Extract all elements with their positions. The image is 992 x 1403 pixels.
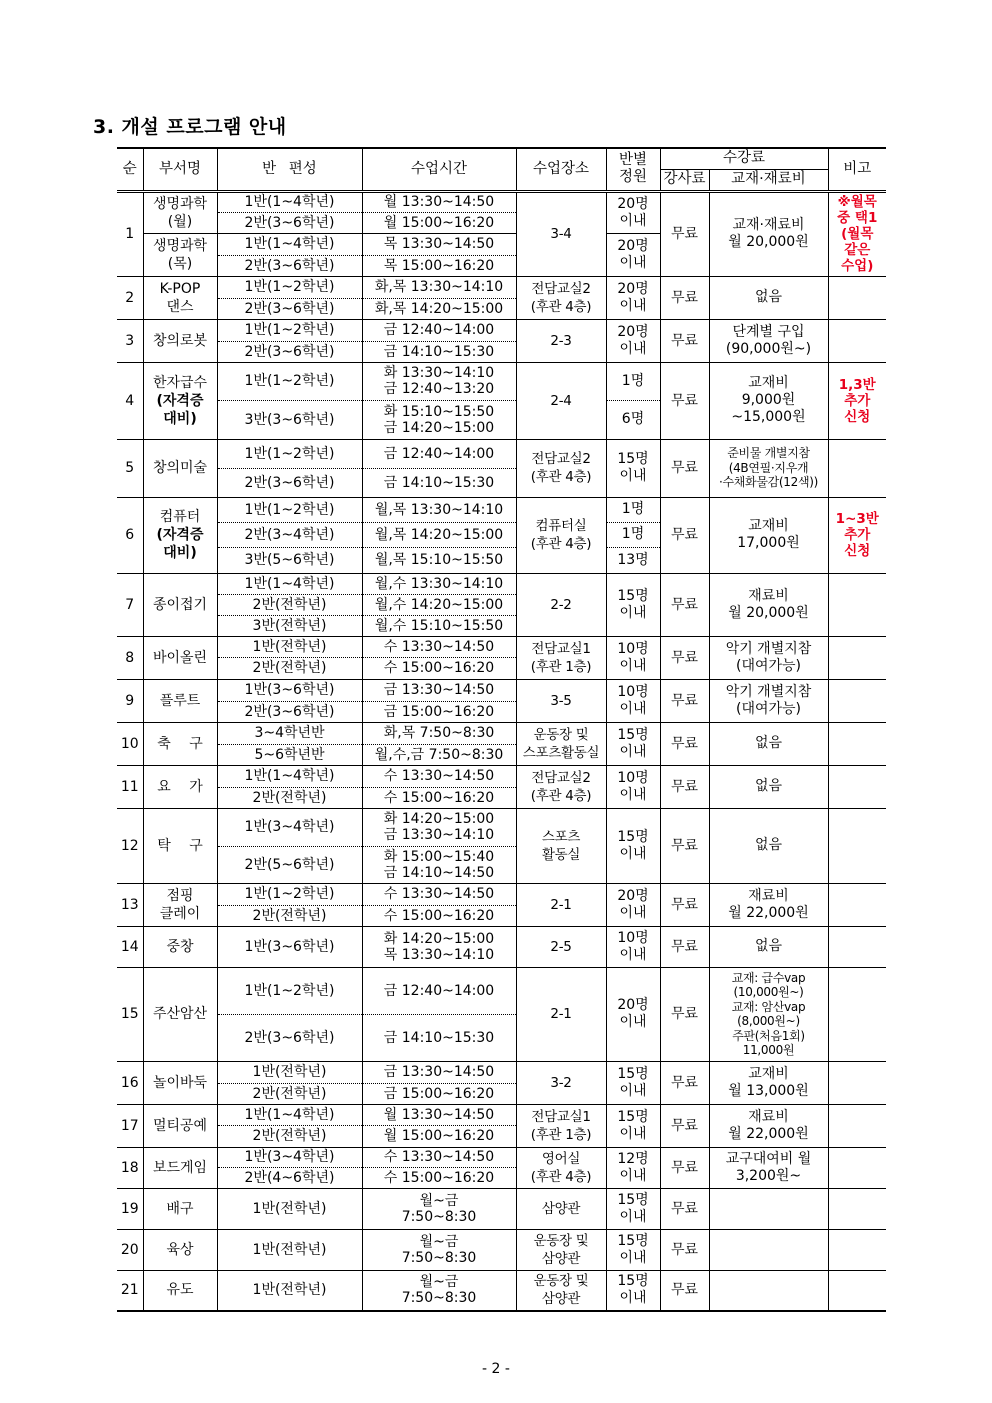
- program-dept: [143, 191, 217, 233]
- class-time: 금 14:10~15:30: [362, 468, 516, 497]
- class-label: 2반(전학년): [217, 1125, 362, 1147]
- program-place: 3-2: [516, 1061, 606, 1104]
- class-label: 2반(전학년): [217, 905, 362, 926]
- program-row: [117, 1061, 886, 1083]
- program-note: [828, 883, 886, 926]
- program-place: 영어실 (후관 4층): [516, 1147, 606, 1188]
- program-materials: 교재비 월 13,000원: [709, 1061, 828, 1104]
- class-label: 2반(3~6학년): [217, 212, 362, 233]
- program-materials: [709, 1270, 828, 1311]
- program-place: 2-4: [516, 362, 606, 439]
- program-no: 7: [117, 573, 143, 636]
- program-fee: 무료: [660, 1270, 709, 1311]
- program-dept-name: 종이접기: [152, 596, 208, 613]
- program-capacity: 20명 이내: [606, 191, 660, 233]
- program-note: [828, 926, 886, 967]
- class-time: 월,수,금 7:50~8:30: [362, 744, 516, 765]
- class-time: 월,목 13:30~14:10: [362, 497, 516, 522]
- class-time: 월,수 15:10~15:50: [362, 615, 516, 636]
- program-dept: [143, 1188, 217, 1229]
- program-row: [117, 808, 886, 846]
- program-no: 10: [117, 722, 143, 765]
- class-label: 3반(5~6학년): [217, 547, 362, 573]
- program-materials: 교재: 급수vap (10,000원~) 교재: 암산vap (8,000원~) 주판(처음1회) 11,000원: [709, 967, 828, 1061]
- program-dept-name: 한자급수: [152, 374, 208, 391]
- class-time: 월~금 7:50~8:30: [362, 1188, 516, 1229]
- header-capacity: 반별 정원: [606, 148, 660, 191]
- program-no: 9: [117, 679, 143, 722]
- program-capacity: 6명: [606, 400, 660, 439]
- program-row: [117, 722, 886, 744]
- program-fee: 무료: [660, 439, 709, 497]
- program-row: [117, 967, 886, 1014]
- class-time: 월~금 7:50~8:30: [362, 1229, 516, 1270]
- program-capacity: 15명 이내: [606, 808, 660, 883]
- class-label: 2반(3~6학년): [217, 341, 362, 362]
- class-time: 금 12:40~14:00: [362, 967, 516, 1014]
- program-no: 4: [117, 362, 143, 439]
- program-dept: [143, 722, 217, 765]
- class-label: 2반(3~6학년): [217, 255, 362, 276]
- program-dept: [143, 679, 217, 722]
- program-row: [117, 636, 886, 657]
- program-place: 2-1: [516, 967, 606, 1061]
- class-time: 화,목 13:30~14:10: [362, 276, 516, 298]
- program-place: 운동장 및 스포츠활동실: [516, 722, 606, 765]
- program-note: ※월목 중 택1 (월목 같은 수업): [828, 191, 886, 276]
- class-label: 1반(1~2학년): [217, 439, 362, 468]
- program-row: [117, 573, 886, 594]
- program-fee: 무료: [660, 362, 709, 439]
- program-dept: [143, 883, 217, 926]
- class-label: 5~6학년반: [217, 744, 362, 765]
- program-fee: 무료: [660, 636, 709, 679]
- program-row: [117, 765, 886, 787]
- header-time: 수업시간: [362, 148, 516, 191]
- header-place: 수업장소: [516, 148, 606, 191]
- program-place: 3-5: [516, 679, 606, 722]
- program-note: [828, 1104, 886, 1147]
- class-time: 수 15:00~16:20: [362, 657, 516, 679]
- program-row: [117, 319, 886, 341]
- class-time: 화 15:10~15:50 금 14:20~15:00: [362, 400, 516, 439]
- class-label: 1반(1~4학년): [217, 573, 362, 594]
- class-time: 화 14:20~15:00 금 13:30~14:10: [362, 808, 516, 846]
- program-materials: [709, 1188, 828, 1229]
- class-time: 월,수 14:20~15:00: [362, 594, 516, 615]
- program-dept-qualifier: (자격증 대비): [156, 392, 204, 427]
- class-time: 수 15:00~16:20: [362, 787, 516, 808]
- program-capacity: 10명 이내: [606, 926, 660, 967]
- program-no: 1: [117, 191, 143, 276]
- program-note: [828, 1229, 886, 1270]
- program-materials: 재료비 월 20,000원: [709, 573, 828, 636]
- program-place: 2-1: [516, 883, 606, 926]
- program-place: 전담교실1 (후관 1층): [516, 1104, 606, 1147]
- program-materials: 없음: [709, 765, 828, 808]
- section-title: 3. 개설 프로그램 안내: [93, 116, 287, 138]
- program-dept: [143, 1147, 217, 1188]
- class-label: 1반(3~4학년): [217, 1147, 362, 1167]
- page-number: - 2 -: [482, 1361, 510, 1377]
- program-note: [828, 765, 886, 808]
- class-label: 1반(전학년): [217, 1270, 362, 1311]
- program-place: 운동장 및 삼양관: [516, 1270, 606, 1311]
- program-note: [828, 808, 886, 883]
- class-label: 1반(전학년): [217, 1188, 362, 1229]
- class-label: 2반(3~6학년): [217, 468, 362, 497]
- program-no: 11: [117, 765, 143, 808]
- program-fee: 무료: [660, 497, 709, 573]
- program-row: [117, 276, 886, 298]
- class-time: 금 13:30~14:50: [362, 1061, 516, 1083]
- program-no: 14: [117, 926, 143, 967]
- class-label: 1반(1~2학년): [217, 497, 362, 522]
- program-materials: 단계별 구입 (90,000원~): [709, 319, 828, 362]
- program-dept-name: 생명과학 (월): [152, 195, 208, 230]
- program-note: [828, 1188, 886, 1229]
- program-capacity: 15명 이내: [606, 439, 660, 497]
- class-label: 3반(3~6학년): [217, 400, 362, 439]
- class-time: 금 14:10~15:30: [362, 1014, 516, 1061]
- program-dept: [143, 636, 217, 679]
- program-dept-name: 바이올린: [152, 649, 208, 666]
- program-no: 13: [117, 883, 143, 926]
- program-fee: 무료: [660, 679, 709, 722]
- program-note: [828, 573, 886, 636]
- program-row: [117, 1104, 886, 1125]
- class-time: 월 13:30~14:50: [362, 1104, 516, 1125]
- program-no: 8: [117, 636, 143, 679]
- program-no: 18: [117, 1147, 143, 1188]
- class-time: 금 12:40~14:00: [362, 439, 516, 468]
- program-place: 전담교실2 (후관 4층): [516, 765, 606, 808]
- program-dept-name: K-POP 댄스: [159, 280, 201, 315]
- program-dept: [143, 808, 217, 883]
- class-label: 1반(1~2학년): [217, 883, 362, 905]
- program-dept: [143, 1229, 217, 1270]
- class-time: 월 15:00~16:20: [362, 212, 516, 233]
- program-capacity: 15명 이내: [606, 1061, 660, 1104]
- program-materials: 준비물 개별지참 (4B연필·지우개 ·수채화물감(12색)): [709, 439, 828, 497]
- program-no: 12: [117, 808, 143, 883]
- program-fee: 무료: [660, 573, 709, 636]
- program-row: [117, 439, 886, 468]
- program-capacity: 10명 이내: [606, 679, 660, 722]
- program-dept: [143, 276, 217, 319]
- program-capacity: 10명 이내: [606, 636, 660, 679]
- program-row: [117, 1147, 886, 1167]
- program-fee: 무료: [660, 1188, 709, 1229]
- program-materials: 재료비 월 22,000원: [709, 883, 828, 926]
- program-materials: 없음: [709, 926, 828, 967]
- program-dept-name: 육상: [166, 1241, 194, 1258]
- program-dept: [143, 439, 217, 497]
- class-label: 3~4학년반: [217, 722, 362, 744]
- class-time: 화,목 14:20~15:00: [362, 298, 516, 319]
- program-dept-name: 탁 구: [157, 837, 203, 854]
- program-row: [117, 1229, 886, 1270]
- program-dept-name: 축 구: [157, 735, 203, 752]
- program-capacity: 20명 이내: [606, 319, 660, 362]
- program-dept: [143, 319, 217, 362]
- program-place: 전담교실1 (후관 1층): [516, 636, 606, 679]
- class-label: 3반(전학년): [217, 615, 362, 636]
- program-row: [117, 679, 886, 701]
- header-class: 반 편성: [217, 148, 362, 191]
- program-dept: [143, 1104, 217, 1147]
- program-table: [117, 147, 886, 1312]
- header-row: [117, 148, 886, 169]
- class-time: 월 15:00~16:20: [362, 1125, 516, 1147]
- program-dept-name: 배구: [166, 1200, 194, 1217]
- class-label: 1반(3~4학년): [217, 808, 362, 846]
- program-dept-name: 요 가: [157, 778, 203, 795]
- program-materials: [709, 1229, 828, 1270]
- program-dept-qualifier: (자격증 대비): [156, 527, 204, 561]
- program-materials: 교재비 9,000원 ~15,000원: [709, 362, 828, 439]
- program-row: [117, 1270, 886, 1311]
- class-label: 2반(3~4학년): [217, 522, 362, 547]
- program-note: [828, 319, 886, 362]
- class-time: 월,수 13:30~14:10: [362, 573, 516, 594]
- program-capacity: 20명 이내: [606, 233, 660, 276]
- program-fee: 무료: [660, 1104, 709, 1147]
- program-place: 3-4: [516, 191, 606, 276]
- program-capacity: 20명 이내: [606, 276, 660, 319]
- program-row: [117, 926, 886, 967]
- program-dept: [143, 967, 217, 1061]
- class-label: 2반(4~6학년): [217, 1167, 362, 1188]
- program-row: [117, 883, 886, 905]
- program-capacity: 20명 이내: [606, 967, 660, 1061]
- class-time: 수 13:30~14:50: [362, 636, 516, 657]
- class-label: 2반(전학년): [217, 594, 362, 615]
- program-fee: 무료: [660, 319, 709, 362]
- program-materials: 교재비 17,000원: [709, 497, 828, 573]
- program-fee: 무료: [660, 1147, 709, 1188]
- program-capacity: 20명 이내: [606, 883, 660, 926]
- class-time: 월,목 14:20~15:00: [362, 522, 516, 547]
- program-capacity: 13명: [606, 547, 660, 573]
- program-fee: 무료: [660, 1061, 709, 1104]
- header-note: 비고: [828, 148, 886, 191]
- program-row: [117, 191, 886, 212]
- program-place: 2-5: [516, 926, 606, 967]
- program-capacity: 10명 이내: [606, 765, 660, 808]
- program-fee: 무료: [660, 1229, 709, 1270]
- program-capacity: 15명 이내: [606, 573, 660, 636]
- class-label: 2반(전학년): [217, 1083, 362, 1104]
- class-time: 수 13:30~14:50: [362, 1147, 516, 1167]
- program-dept-name: 플루트: [159, 692, 201, 709]
- program-note: [828, 1061, 886, 1104]
- header-fee-group: 수강료: [660, 148, 828, 169]
- program-materials: 재료비 월 22,000원: [709, 1104, 828, 1147]
- program-note: [828, 679, 886, 722]
- program-dept-name: 주산암산: [152, 1006, 208, 1022]
- program-place: 2-3: [516, 319, 606, 362]
- class-time: 화 14:20~15:00 목 13:30~14:10: [362, 926, 516, 967]
- program-capacity: 1명: [606, 362, 660, 400]
- header-instructor-fee: 강사료: [660, 169, 709, 191]
- program-materials: 없음: [709, 276, 828, 319]
- program-place: 운동장 및 삼양관: [516, 1229, 606, 1270]
- class-time: 금 13:30~14:50: [362, 679, 516, 701]
- program-row: [117, 497, 886, 522]
- program-no: 15: [117, 967, 143, 1061]
- program-fee: 무료: [660, 765, 709, 808]
- program-materials: 없음: [709, 722, 828, 765]
- program-note: [828, 636, 886, 679]
- program-fee: 무료: [660, 926, 709, 967]
- program-note: [828, 1147, 886, 1188]
- program-dept: [143, 1270, 217, 1311]
- program-no: 20: [117, 1229, 143, 1270]
- class-label: 2반(전학년): [217, 787, 362, 808]
- program-capacity: 1명: [606, 522, 660, 547]
- class-label: 2반(3~6학년): [217, 298, 362, 319]
- class-time: 월 13:30~14:50: [362, 191, 516, 212]
- class-label: 2반(5~6학년): [217, 846, 362, 883]
- program-table-header: [117, 148, 886, 191]
- program-fee: 무료: [660, 276, 709, 319]
- class-time: 금 15:00~16:20: [362, 701, 516, 722]
- program-no: 3: [117, 319, 143, 362]
- program-table-body: [117, 191, 886, 1311]
- program-capacity: 15명 이내: [606, 1270, 660, 1311]
- class-label: 1반(전학년): [217, 1229, 362, 1270]
- class-label: 1반(1~4학년): [217, 765, 362, 787]
- class-time: 화 15:00~15:40 금 14:10~14:50: [362, 846, 516, 883]
- program-dept-name: 창의로봇: [152, 332, 208, 349]
- class-time: 화,목 7:50~8:30: [362, 722, 516, 744]
- class-label: 2반(3~6학년): [217, 701, 362, 722]
- class-label: 1반(전학년): [217, 1061, 362, 1083]
- class-label: 1반(1~4학년): [217, 191, 362, 212]
- program-place: 컴퓨터실 (후관 4층): [516, 497, 606, 573]
- program-dept-name: 점핑 클레이: [159, 887, 201, 922]
- program-no: 2: [117, 276, 143, 319]
- class-label: 1반(1~2학년): [217, 276, 362, 298]
- program-materials: 악기 개별지참 (대여가능): [709, 636, 828, 679]
- program-dept: [143, 573, 217, 636]
- program-materials: 교구대여비 월 3,200원~: [709, 1147, 828, 1188]
- class-label: 1반(1~4학년): [217, 1104, 362, 1125]
- program-dept: [143, 497, 217, 573]
- program-dept: [143, 233, 217, 276]
- program-note: 1~3반 추가 신청: [828, 497, 886, 573]
- program-no: 21: [117, 1270, 143, 1311]
- program-dept: [143, 765, 217, 808]
- class-time: 화 13:30~14:10 금 12:40~13:20: [362, 362, 516, 400]
- program-place: 전담교실2 (후관 4층): [516, 439, 606, 497]
- program-capacity: 15명 이내: [606, 1229, 660, 1270]
- class-label: 1반(1~2학년): [217, 362, 362, 400]
- class-time: 수 13:30~14:50: [362, 883, 516, 905]
- program-no: 17: [117, 1104, 143, 1147]
- program-dept: [143, 362, 217, 439]
- program-note: [828, 722, 886, 765]
- class-label: 2반(3~6학년): [217, 1014, 362, 1061]
- class-time: 수 15:00~16:20: [362, 905, 516, 926]
- class-time: 수 13:30~14:50: [362, 765, 516, 787]
- program-no: 5: [117, 439, 143, 497]
- program-note: [828, 276, 886, 319]
- program-fee: 무료: [660, 808, 709, 883]
- program-dept-name: 멀티공예: [152, 1117, 208, 1134]
- class-label: 1반(3~6학년): [217, 926, 362, 967]
- program-dept-name: 창의미술: [152, 460, 208, 476]
- program-materials: 교재·재료비 월 20,000원: [709, 191, 828, 276]
- program-dept-name: 유도: [166, 1282, 194, 1299]
- program-dept-name: 놀이바둑: [152, 1074, 208, 1091]
- program-row: [117, 362, 886, 400]
- program-dept: [143, 926, 217, 967]
- program-place: 스포츠 활동실: [516, 808, 606, 883]
- class-time: 수 15:00~16:20: [362, 1167, 516, 1188]
- class-time: 금 12:40~14:00: [362, 319, 516, 341]
- program-capacity: 15명 이내: [606, 1104, 660, 1147]
- program-no: 16: [117, 1061, 143, 1104]
- program-place: 전담교실2 (후관 4층): [516, 276, 606, 319]
- program-materials: 없음: [709, 808, 828, 883]
- program-place: 삼양관: [516, 1188, 606, 1229]
- class-time: 금 14:10~15:30: [362, 341, 516, 362]
- program-dept-name: 보드게임: [152, 1159, 208, 1176]
- program-place: 2-2: [516, 573, 606, 636]
- class-time: 금 15:00~16:20: [362, 1083, 516, 1104]
- class-time: 목 15:00~16:20: [362, 255, 516, 276]
- program-row: [117, 1188, 886, 1229]
- class-label: 1반(1~2학년): [217, 967, 362, 1014]
- program-note: [828, 439, 886, 497]
- program-materials: 악기 개별지참 (대여가능): [709, 679, 828, 722]
- program-dept-name: 컴퓨터: [159, 509, 201, 525]
- class-label: 1반(3~6학년): [217, 679, 362, 701]
- class-time: 월,목 15:10~15:50: [362, 547, 516, 573]
- class-label: 1반(1~4학년): [217, 233, 362, 255]
- header-no: 순: [117, 148, 143, 191]
- program-dept-name: 중창: [166, 938, 194, 955]
- program-note: 1,3반 추가 신청: [828, 362, 886, 439]
- program-capacity: 15명 이내: [606, 1188, 660, 1229]
- header-material-fee: 교재·재료비: [709, 169, 828, 191]
- program-no: 19: [117, 1188, 143, 1229]
- program-dept: [143, 1061, 217, 1104]
- program-fee: 무료: [660, 967, 709, 1061]
- program-capacity: 1명: [606, 497, 660, 522]
- class-time: 목 13:30~14:50: [362, 233, 516, 255]
- program-capacity: 12명 이내: [606, 1147, 660, 1188]
- program-fee: 무료: [660, 883, 709, 926]
- class-label: 2반(전학년): [217, 657, 362, 679]
- class-label: 1반(전학년): [217, 636, 362, 657]
- class-label: 1반(1~2학년): [217, 319, 362, 341]
- program-fee: 무료: [660, 191, 709, 276]
- program-fee: 무료: [660, 722, 709, 765]
- program-no: 6: [117, 497, 143, 573]
- program-note: [828, 967, 886, 1061]
- program-note: [828, 1270, 886, 1311]
- program-dept-name: 생명과학 (목): [152, 237, 208, 272]
- program-capacity: 15명 이내: [606, 722, 660, 765]
- header-dept: 부서명: [143, 148, 217, 191]
- class-time: 월~금 7:50~8:30: [362, 1270, 516, 1311]
